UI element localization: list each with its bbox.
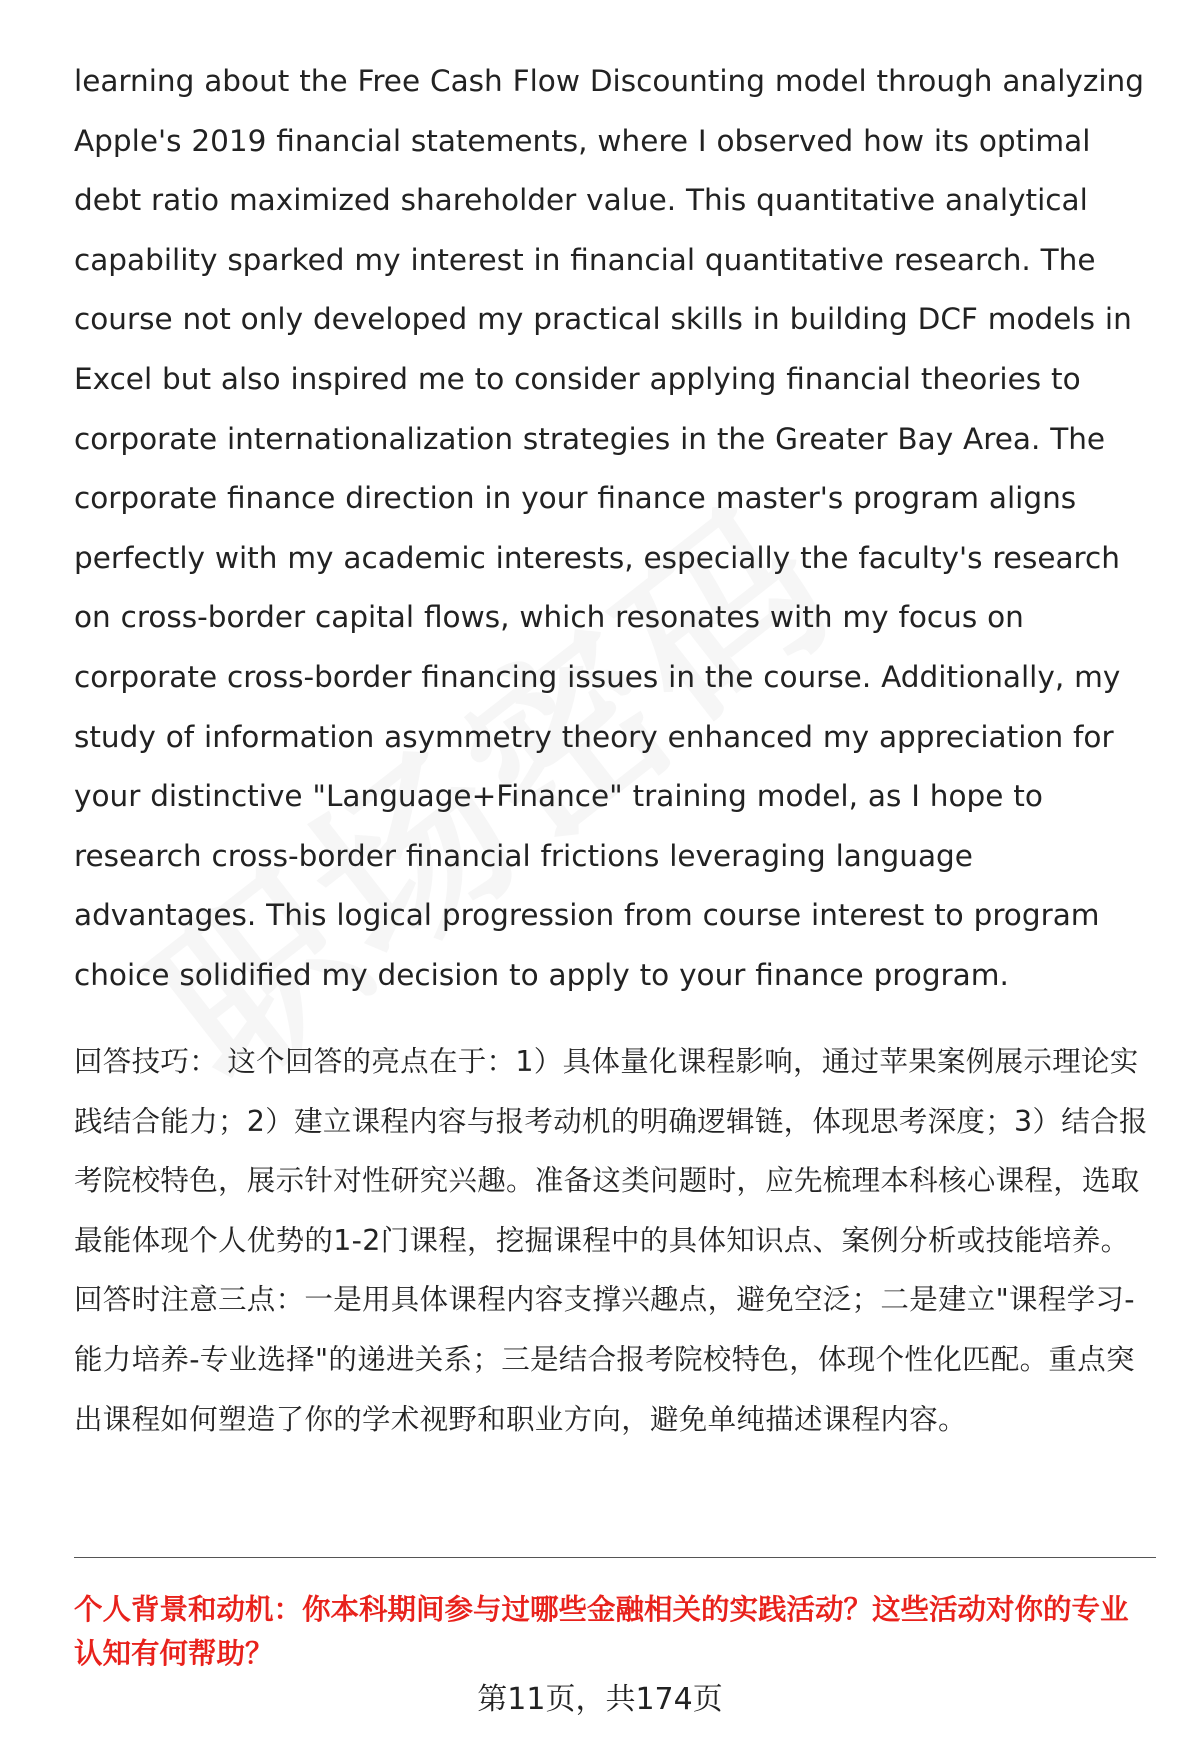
answer-body-text: learning about the Free Cash Flow Discounting model through analyzing Apple's 2019 financial statements, where I observed how its optimal debt ratio maximized shareholder value. This quantitative analytical capability sparked my interest in financial quantitative research. The course not only developed my practical skills in building DCF models in Excel but also inspired me to consider applying financial theories to corporate internationalization strategies in the Greater Bay Area. The corporate finance direction in your finance master's program aligns perfectly with my academic interests, especially the faculty's research on cross-border capital flows, which resonates with my focus on corporate cross-border financing issues in the course. Additionally, my study of information asymmetry theory enhanced my appreciation for your distinctive "Language+Finance" training model, as I hope to research cross-border financial frictions leveraging language advantages. This logical progression from course interest to program choice solidified my decision to apply to your finance program. (74, 64, 1144, 992)
answer-tips-text: 回答技巧： 这个回答的亮点在于：1）具体量化课程影响，通过苹果案例展示理论实践结合能力；2）建立课程内容与报考动机的明确逻辑链，体现思考深度；3）结合报考院校特色，展示针对性研究兴趣。准备这类问题时，应先梳理本科核心课程，选取最能体现个人优势的1-2门课程，挖掘课程中的具体知识点、案例分析或技能培养。回答时注意三点：一是用具体课程内容支撑兴趣点，避免空泛；二是建立"课程学习-能力培养-专业选择"的递进关系；三是结合报考院校特色，体现个性化匹配。重点突出课程如何塑造了你的学术视野和职业方向，避免单纯描述课程内容。 (74, 1045, 1148, 1436)
page-indicator: 第11页，共174页 (477, 1682, 723, 1717)
next-question-heading: 个人背景和动机：你本科期间参与过哪些金融相关的实践活动？这些活动对你的专业认知有何帮助？ (74, 1593, 1129, 1670)
section-divider (74, 1557, 1156, 1558)
